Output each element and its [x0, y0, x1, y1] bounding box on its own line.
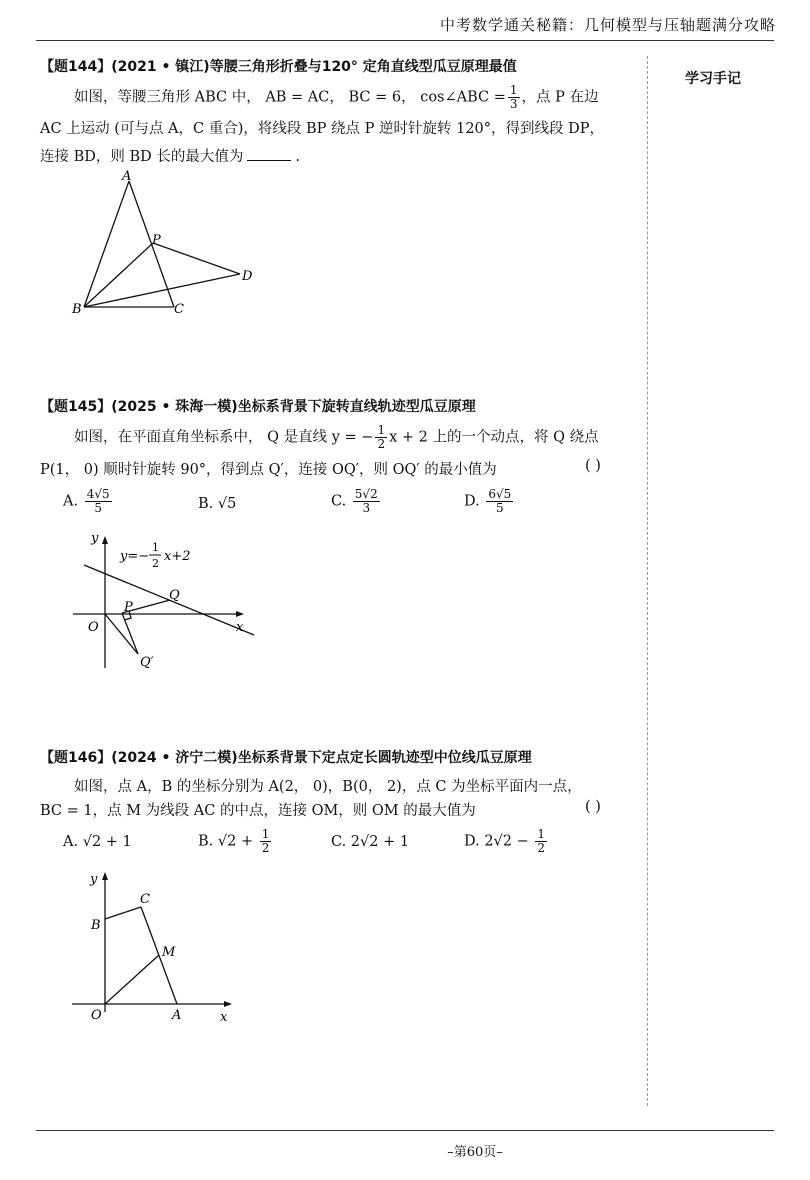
fraction-denominator: 3: [362, 501, 371, 515]
label-C: C: [174, 302, 184, 317]
label-y: y: [90, 872, 98, 887]
label-A: A: [122, 169, 132, 184]
problem-text-line: P(1， 0) 顺时针旋转 90°，得到点 Q′，连接 OQ′，则 OQ′ 的最小值为: [40, 462, 497, 478]
line-equation-num: 1: [152, 541, 159, 554]
option-value: √5: [217, 496, 237, 512]
label-y: y: [91, 531, 99, 546]
option-value: √2 + 1: [82, 834, 132, 850]
fraction-numerator: 1: [537, 827, 546, 841]
notes-title: 学习手记: [685, 71, 741, 87]
problem-topic: 坐标系背景下旋转直线轨迹型瓜豆原理: [237, 399, 476, 415]
label-x: x: [220, 1010, 228, 1025]
problem-text-line: BC = 1，点 M 为线段 AC 的中点，连接 OM，则 OM 的最大值为: [40, 803, 476, 819]
label-D: D: [242, 269, 253, 284]
fraction-denominator: 2: [261, 841, 270, 855]
text-segment: ，点 P 在边: [521, 89, 599, 106]
label-P: P: [124, 600, 133, 615]
label-O: O: [88, 620, 99, 635]
fraction-denominator: 5: [495, 501, 504, 515]
problem-topic: 坐标系背景下定点定长圆轨迹型中位线瓜豆原理: [237, 750, 532, 766]
label-C: C: [140, 892, 150, 907]
text-segment: .: [295, 149, 300, 165]
fraction-denominator: 5: [94, 501, 102, 515]
option-value: 2√2 −: [484, 833, 529, 850]
problem-text-line: AC 上运动 (可与点 A，C 重合)，将线段 BP 绕点 P 逆时针旋转 120°，得到线段 DP，: [40, 121, 605, 137]
line-equation-b: x+2: [164, 549, 191, 564]
fraction-numerator: 5√2: [354, 487, 378, 501]
x-axis-arrow: [224, 1001, 232, 1007]
fraction-numerator: 1: [509, 83, 518, 97]
problem-topic: 等腰三角形折叠与120° 定角直线型瓜豆原理最值: [209, 59, 517, 75]
label-Q: Q: [169, 588, 180, 603]
label-B: B: [72, 302, 82, 317]
text-segment: 连接 BD，则 BD 长的最大值为: [40, 149, 244, 165]
segment-BC: [105, 907, 141, 919]
text-segment: x + 2 上的一个动点，将 Q 绕点: [389, 429, 599, 446]
fraction-numerator: 6√5: [488, 487, 512, 501]
fraction-denominator: 3: [509, 97, 518, 111]
footer-rule: [36, 1130, 774, 1131]
page-number: –第60页–: [447, 1145, 503, 1160]
header-title: 中考数学通关秘籍：几何模型与压轴题满分攻略: [439, 16, 776, 34]
problem-source: (2024 • 济宁二模): [111, 750, 238, 766]
option-letter: D.: [464, 833, 480, 850]
label-A: A: [172, 1008, 182, 1023]
fraction-numerator: 1: [261, 827, 270, 841]
option-value: 2√2 + 1: [350, 834, 410, 850]
y-axis-arrow: [102, 872, 108, 880]
option-letter: C.: [331, 493, 347, 510]
option-value: √2 +: [217, 833, 254, 850]
label-B: B: [91, 918, 101, 933]
option-letter: A.: [63, 834, 79, 850]
label-Q-prime: Q′: [140, 655, 154, 670]
fraction-numerator: 1: [377, 423, 386, 437]
problem-id: 【题144】: [40, 59, 112, 75]
line-equation-den: 2: [152, 557, 159, 570]
fraction-denominator: 2: [377, 437, 386, 451]
problem-id: 【题145】: [40, 399, 112, 415]
problem-id: 【题146】: [40, 750, 112, 766]
problem-text-line: 如图，点 A，B 的坐标分别为 A(2， 0)，B(0， 2)，点 C 为坐标平面内一点，: [74, 779, 582, 795]
option-letter: C.: [331, 834, 347, 850]
problem-source: (2021 • 镇江): [111, 59, 210, 75]
answer-parentheses[interactable]: ( ): [585, 799, 601, 815]
label-P: P: [152, 233, 161, 248]
text-segment: 如图，在平面直角坐标系中， Q 是直线 y = −: [74, 429, 374, 446]
line-equation-a: y=−: [120, 549, 150, 564]
label-M: M: [162, 945, 176, 960]
option-letter: B.: [198, 833, 214, 850]
label-O: O: [91, 1008, 102, 1023]
segment-OM: [105, 955, 159, 1004]
option-letter: A.: [63, 493, 79, 510]
answer-parentheses[interactable]: ( ): [585, 458, 601, 474]
label-x: x: [236, 620, 244, 635]
problem-source: (2025 • 珠海一模): [111, 399, 238, 415]
fraction-numerator: 4√5: [86, 487, 110, 501]
option-letter: D.: [464, 493, 480, 510]
option-letter: B.: [198, 496, 214, 512]
fraction-denominator: 2: [537, 841, 546, 855]
text-segment: 如图，等腰三角形 ABC 中， AB = AC， BC = 6， cos∠ABC =: [74, 89, 506, 106]
